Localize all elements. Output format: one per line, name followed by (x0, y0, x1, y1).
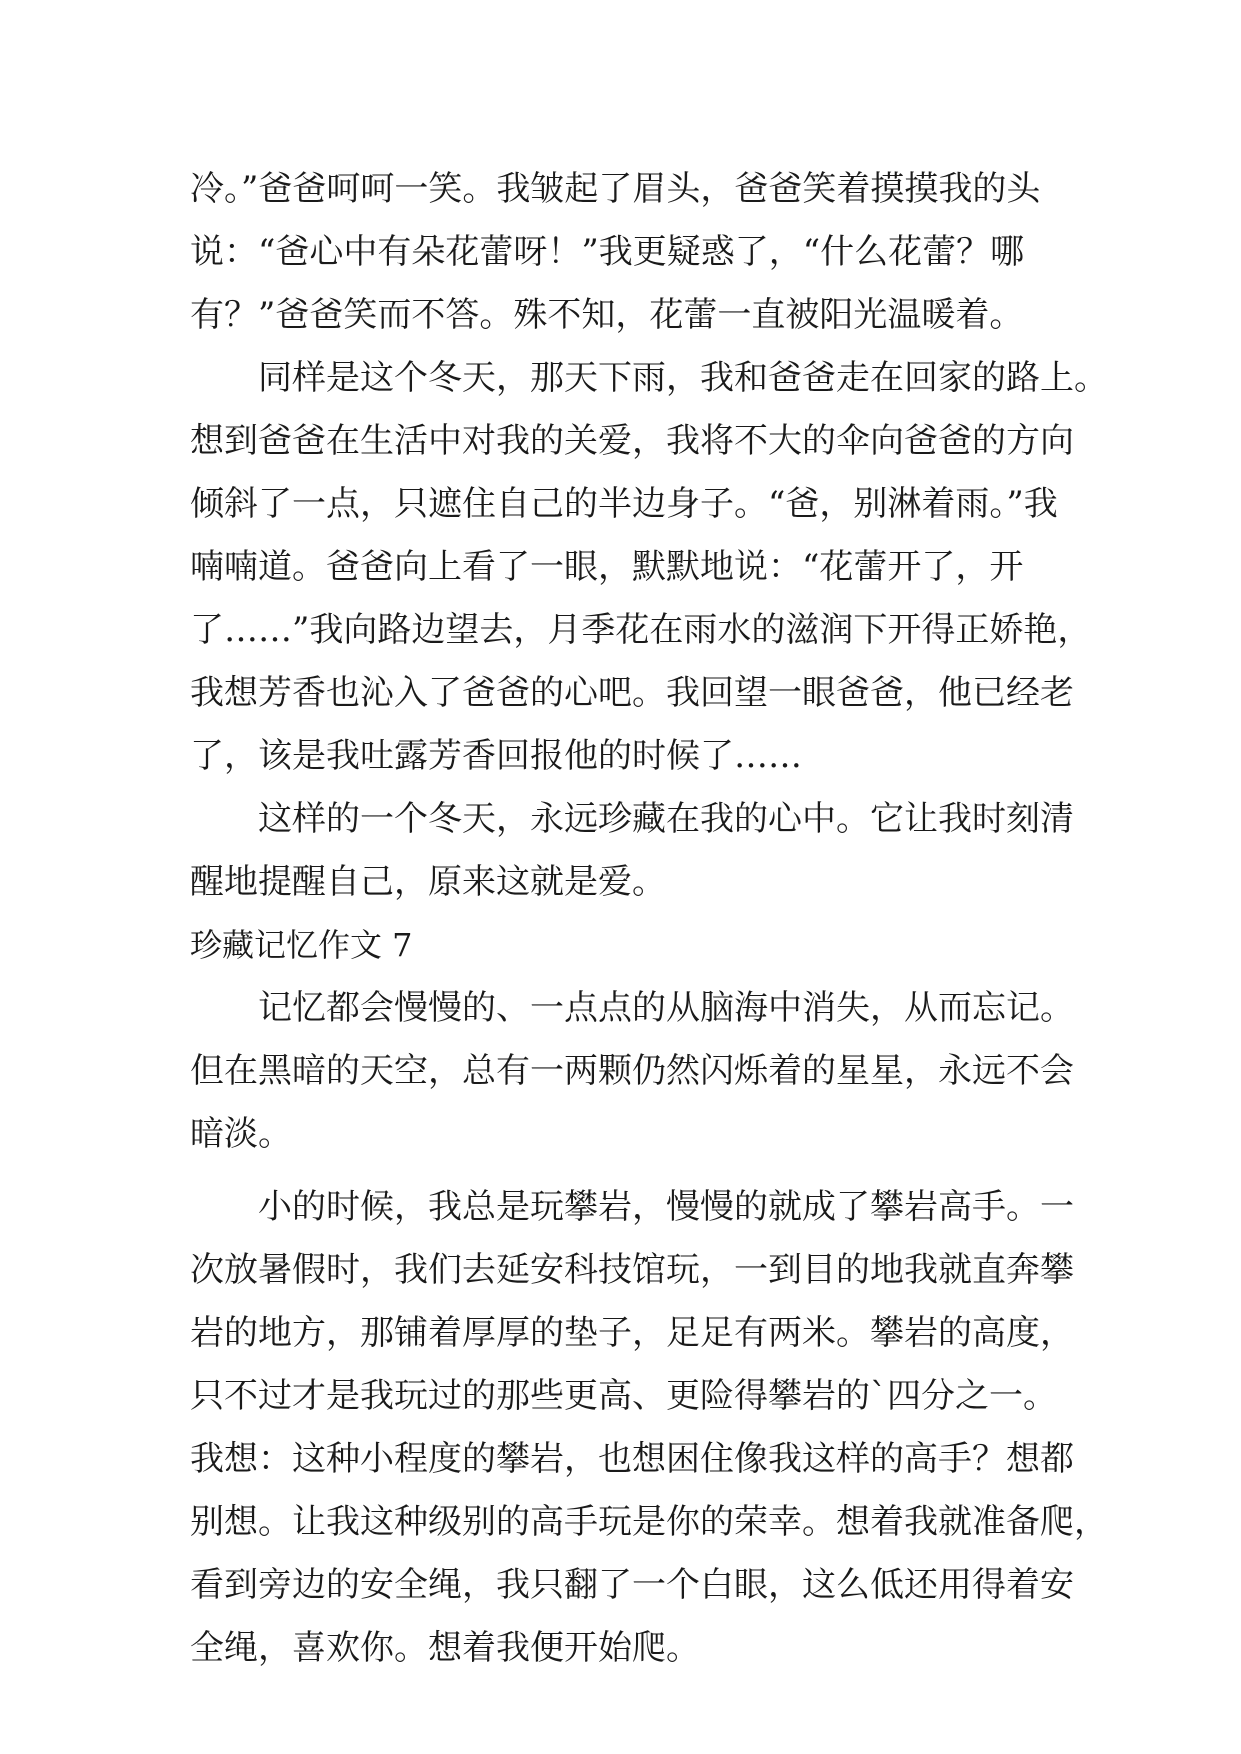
text-line: 看到旁边的安全绳，我只翻了一个白眼，这么低还用得着安 (190, 1565, 1074, 1605)
paragraph (190, 347, 1108, 788)
paragraph-spacer (190, 1166, 1060, 1176)
paragraph (190, 788, 1074, 914)
text-line: 了……”我向路边望去，月季花在雨水的滋润下开得正娇艳， (190, 610, 1092, 650)
text-line: 暗淡。 (190, 1114, 292, 1154)
text-line: 只不过才是我玩过的那些更高、更险得攀岩的`四分之一。 (190, 1376, 1057, 1416)
text-line: 倾斜了一点，只遮住自己的半边身子。“爸，别淋着雨。”我 (190, 484, 1058, 524)
text-line: 喃喃道。爸爸向上看了一眼，默默地说：“花蕾开了，开 (190, 547, 1024, 587)
text-line: 这样的一个冬天，永远珍藏在我的心中。它让我时刻清 (258, 799, 1074, 839)
text-line: 别想。让我这种级别的高手玩是你的荣幸。想着我就准备爬， (190, 1502, 1108, 1542)
text-line: 小的时候，我总是玩攀岩，慢慢的就成了攀岩高手。一 (258, 1187, 1074, 1227)
text-line: 岩的地方，那铺着厚厚的垫子，足足有两米。攀岩的高度， (190, 1313, 1074, 1353)
text-line: 我想芳香也沁入了爸爸的心吧。我回望一眼爸爸，他已经老 (190, 673, 1074, 713)
text-line: 记忆都会慢慢的、一点点的从脑海中消失，从而忘记。 (258, 988, 1074, 1028)
text-line: 次放暑假时，我们去延安科技馆玩，一到目的地我就直奔攀 (190, 1250, 1074, 1290)
text-line: 了，该是我吐露芳香回报他的时候了…… (190, 736, 802, 776)
section-heading: 珍藏记忆作文 7 (190, 926, 413, 964)
document-body (190, 158, 1108, 1680)
text-line: 但在黑暗的天空，总有一两颗仍然闪烁着的星星，永远不会 (190, 1051, 1074, 1091)
paragraph (190, 1176, 1108, 1680)
text-line: 有？”爸爸笑而不答。殊不知，花蕾一直被阳光温暖着。 (190, 295, 1024, 335)
text-line: 同样是这个冬天，那天下雨，我和爸爸走在回家的路上。 (258, 358, 1108, 398)
paragraph (190, 977, 1074, 1166)
text-line: 醒地提醒自己，原来这就是爱。 (190, 862, 666, 902)
text-line: 我想：这种小程度的攀岩，也想困住像我这样的高手？想都 (190, 1439, 1074, 1479)
text-line: 冷。”爸爸呵呵一笑。我皱起了眉头，爸爸笑着摸摸我的头 (190, 169, 1041, 209)
paragraph (190, 158, 1060, 347)
text-line: 全绳，喜欢你。想着我便开始爬。 (190, 1628, 700, 1668)
text-line: 说：“爸心中有朵花蕾呀！”我更疑惑了，“什么花蕾？哪 (190, 232, 1025, 272)
text-line: 想到爸爸在生活中对我的关爱，我将不大的伞向爸爸的方向 (190, 421, 1074, 461)
